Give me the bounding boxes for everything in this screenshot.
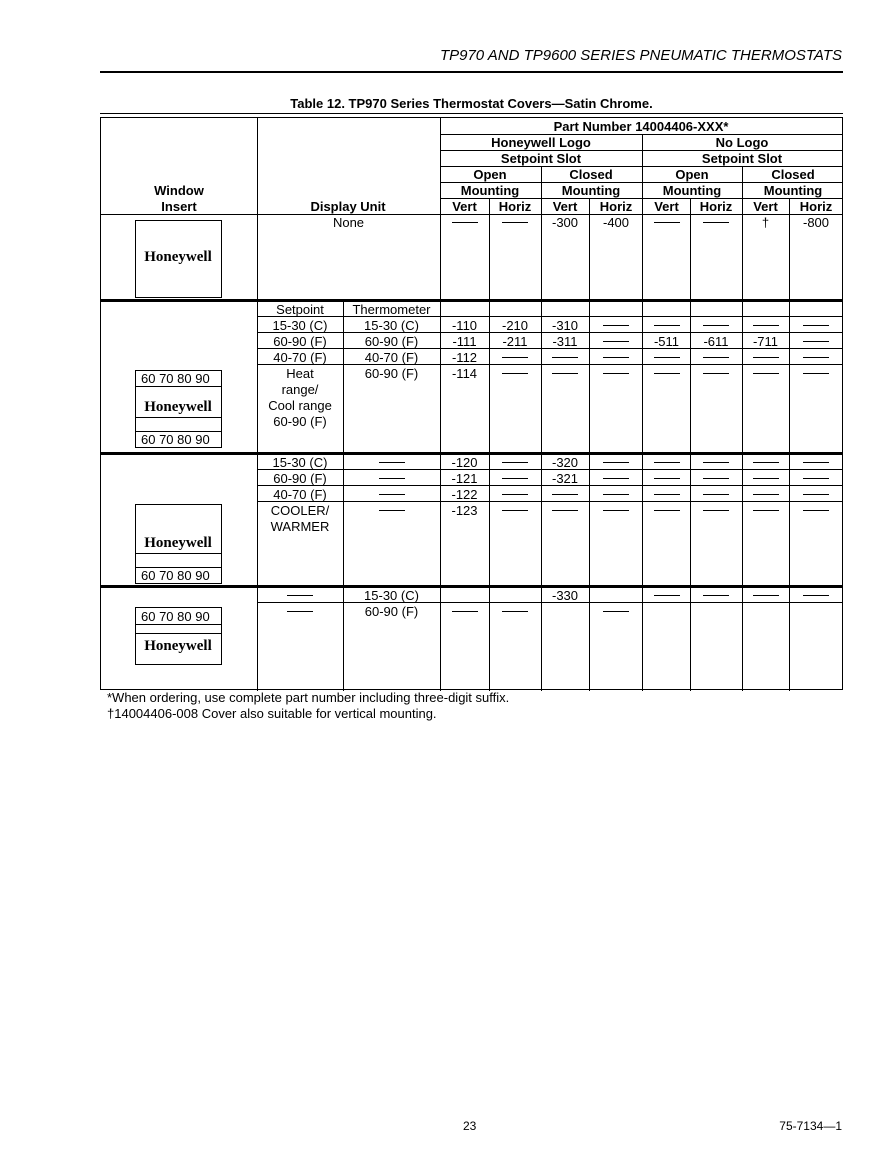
page-number: 23 — [463, 1119, 477, 1133]
dash-mark — [703, 595, 729, 596]
thermometer-range: 60-90 (F) — [364, 604, 419, 619]
part-number-cell: -310 — [551, 318, 579, 333]
dash-mark — [803, 462, 829, 463]
table-rule — [101, 299, 843, 302]
dash-mark — [603, 325, 629, 326]
title-rule — [100, 113, 843, 114]
header-no-logo: No Logo — [715, 135, 769, 150]
dash-mark — [703, 357, 729, 358]
dash-mark — [603, 357, 629, 358]
thermometer-range: 15-30 (C) — [364, 588, 419, 603]
dash-mark — [803, 494, 829, 495]
dash-mark — [379, 478, 405, 479]
header-vert: Vert — [654, 199, 679, 214]
dash-mark — [379, 494, 405, 495]
part-number-cell: -330 — [551, 588, 579, 603]
table-rule — [343, 301, 344, 453]
header-closed: Closed — [569, 167, 613, 182]
dash-mark — [753, 373, 779, 374]
part-number-cell: -121 — [451, 471, 478, 486]
part-number-cell: -112 — [451, 350, 478, 365]
dash-mark — [654, 222, 680, 223]
dash-mark — [803, 341, 829, 342]
dash-mark — [379, 462, 405, 463]
part-number-cell: -321 — [551, 471, 579, 486]
header-vert: Vert — [452, 199, 477, 214]
setpoint-range: WARMER — [270, 519, 330, 534]
header-honeywell-logo: Honeywell Logo — [491, 135, 591, 150]
header-closed: Closed — [771, 167, 815, 182]
table-rule — [101, 585, 843, 588]
dash-mark — [502, 222, 528, 223]
dash-mark — [452, 611, 478, 612]
honeywell-logo: Honeywell — [144, 399, 212, 415]
setpoint-range: 60-90 (F) — [273, 414, 327, 429]
thermometer-range: 60-90 (F) — [364, 334, 419, 349]
dash-mark — [552, 494, 578, 495]
header-insert: Insert — [161, 199, 197, 214]
dash-mark — [803, 373, 829, 374]
table-rule — [257, 469, 843, 470]
table-rule — [257, 316, 843, 317]
setpoint-range: 60-90 (F) — [273, 334, 327, 349]
temperature-scale: 60 70 80 90 — [141, 609, 210, 624]
table-rule — [135, 417, 222, 418]
subheader-thermometer: Thermometer — [352, 302, 431, 317]
table-rule — [257, 485, 843, 486]
table-rule — [789, 198, 790, 691]
part-number-cell: -123 — [451, 503, 478, 518]
table-rule — [257, 332, 843, 333]
dash-mark — [654, 494, 680, 495]
dash-mark — [703, 325, 729, 326]
dash-mark — [803, 357, 829, 358]
setpoint-range: 15-30 (C) — [272, 318, 328, 333]
dash-mark — [603, 478, 629, 479]
dash-mark — [603, 373, 629, 374]
table-rule — [135, 624, 222, 625]
header-mounting: Mounting — [763, 183, 823, 198]
dash-mark — [803, 325, 829, 326]
part-number-cell: -110 — [451, 318, 478, 333]
table-rule — [642, 134, 643, 691]
part-number-cell: -120 — [451, 455, 478, 470]
setpoint-range: COOLER/ — [270, 503, 330, 518]
dash-mark — [654, 373, 680, 374]
dash-mark — [552, 373, 578, 374]
setpoint-range: Cool range — [268, 398, 332, 413]
dash-mark — [502, 611, 528, 612]
dash-mark — [502, 357, 528, 358]
temperature-scale: 60 70 80 90 — [141, 371, 210, 386]
dash-mark — [703, 494, 729, 495]
table-rule — [343, 454, 344, 586]
dash-mark — [502, 510, 528, 511]
table-rule — [101, 214, 843, 215]
setpoint-range: 40-70 (F) — [273, 487, 327, 502]
header-mounting: Mounting — [561, 183, 621, 198]
thermometer-range: 60-90 (F) — [364, 366, 419, 381]
table-rule — [489, 198, 490, 691]
part-number-cell: -711 — [752, 334, 779, 349]
header-horiz: Horiz — [599, 199, 633, 214]
dash-mark — [703, 510, 729, 511]
setpoint-range: range/ — [281, 382, 319, 397]
dash-mark — [654, 595, 680, 596]
part-number-table — [100, 117, 843, 690]
header-display-unit: Display Unit — [310, 199, 386, 214]
table-rule — [742, 166, 743, 691]
dash-mark — [703, 478, 729, 479]
dash-mark — [753, 494, 779, 495]
thermometer-range: 15-30 (C) — [364, 318, 419, 333]
table-rule — [440, 118, 441, 691]
dash-mark — [603, 462, 629, 463]
dash-mark — [703, 222, 729, 223]
header-mounting: Mounting — [460, 183, 520, 198]
table-rule — [135, 633, 222, 634]
honeywell-logo: Honeywell — [144, 249, 212, 265]
part-number-cell: -800 — [802, 215, 830, 230]
table-title: Table 12. TP970 Series Thermostat Covers—Satin Chrome. — [290, 96, 653, 111]
setpoint-range: 40-70 (F) — [273, 350, 327, 365]
dash-mark — [603, 341, 629, 342]
header-horiz: Horiz — [498, 199, 532, 214]
table-rule — [257, 602, 843, 603]
table-rule — [257, 501, 843, 502]
dash-mark — [502, 494, 528, 495]
display-unit-none: None — [332, 215, 365, 230]
header-window: Window — [154, 183, 204, 198]
dash-mark — [603, 494, 629, 495]
part-number-cell: -210 — [501, 318, 529, 333]
honeywell-logo: Honeywell — [144, 638, 212, 654]
header-setpoint-slot: Setpoint Slot — [500, 151, 582, 166]
part-number-cell: -511 — [653, 334, 680, 349]
dash-mark — [287, 611, 313, 612]
dash-mark — [654, 357, 680, 358]
part-number-cell: -311 — [552, 334, 578, 349]
table-rule — [690, 198, 691, 691]
header-horiz: Horiz — [699, 199, 733, 214]
setpoint-range: Heat — [286, 366, 314, 381]
honeywell-logo: Honeywell — [144, 535, 212, 551]
part-number-cell: -300 — [551, 215, 579, 230]
dash-mark — [452, 222, 478, 223]
part-number-cell: -400 — [602, 215, 630, 230]
footnote-dagger: †14004406-008 Cover also suitable for vertical mounting. — [107, 706, 437, 721]
temperature-scale: 60 70 80 90 — [141, 432, 210, 447]
dash-mark — [753, 595, 779, 596]
footnote-order: *When ordering, use complete part number including three-digit suffix. — [107, 690, 510, 705]
header-vert: Vert — [552, 199, 578, 214]
dash-mark — [803, 595, 829, 596]
part-number-cell: -111 — [452, 334, 477, 349]
document-number: 75-7134—1 — [779, 1119, 842, 1133]
dash-mark — [753, 478, 779, 479]
dash-mark — [753, 325, 779, 326]
header-open: Open — [675, 167, 709, 182]
temperature-scale: 60 70 80 90 — [141, 568, 210, 583]
part-number-cell: † — [761, 215, 770, 230]
header-horiz: Horiz — [799, 199, 833, 214]
header-part-number: Part Number 14004406-XXX* — [553, 119, 729, 134]
dash-mark — [654, 325, 680, 326]
table-rule — [541, 166, 542, 691]
header-mounting: Mounting — [662, 183, 722, 198]
table-rule — [257, 118, 258, 691]
dash-mark — [603, 510, 629, 511]
dash-mark — [502, 373, 528, 374]
dash-mark — [287, 595, 313, 596]
part-number-cell: -114 — [451, 366, 478, 381]
setpoint-range: 60-90 (F) — [273, 471, 327, 486]
dash-mark — [552, 510, 578, 511]
dash-mark — [803, 510, 829, 511]
header-vert: Vert — [753, 199, 778, 214]
table-rule — [589, 198, 590, 691]
dash-mark — [803, 478, 829, 479]
dash-mark — [703, 373, 729, 374]
part-number-cell: -211 — [502, 334, 528, 349]
dash-mark — [753, 357, 779, 358]
dash-mark — [502, 478, 528, 479]
dash-mark — [703, 462, 729, 463]
setpoint-range: 15-30 (C) — [272, 455, 328, 470]
page-header: TP970 AND TP9600 SERIES PNEUMATIC THERMOSTATS — [439, 47, 842, 64]
part-number-cell: -611 — [703, 334, 729, 349]
dash-mark — [379, 510, 405, 511]
dash-mark — [654, 462, 680, 463]
part-number-cell: -122 — [451, 487, 478, 502]
part-number-cell: -320 — [551, 455, 579, 470]
table-rule — [135, 553, 222, 554]
dash-mark — [502, 462, 528, 463]
thermometer-range: 40-70 (F) — [364, 350, 419, 365]
dash-mark — [552, 357, 578, 358]
dash-mark — [753, 462, 779, 463]
table-rule — [135, 386, 222, 387]
header-open: Open — [473, 167, 507, 182]
dash-mark — [654, 478, 680, 479]
table-rule — [257, 364, 843, 365]
subheader-setpoint: Setpoint — [276, 302, 324, 317]
dash-mark — [603, 611, 629, 612]
dash-mark — [654, 510, 680, 511]
header-setpoint-slot: Setpoint Slot — [701, 151, 783, 166]
header-rule — [100, 71, 843, 73]
dash-mark — [753, 510, 779, 511]
